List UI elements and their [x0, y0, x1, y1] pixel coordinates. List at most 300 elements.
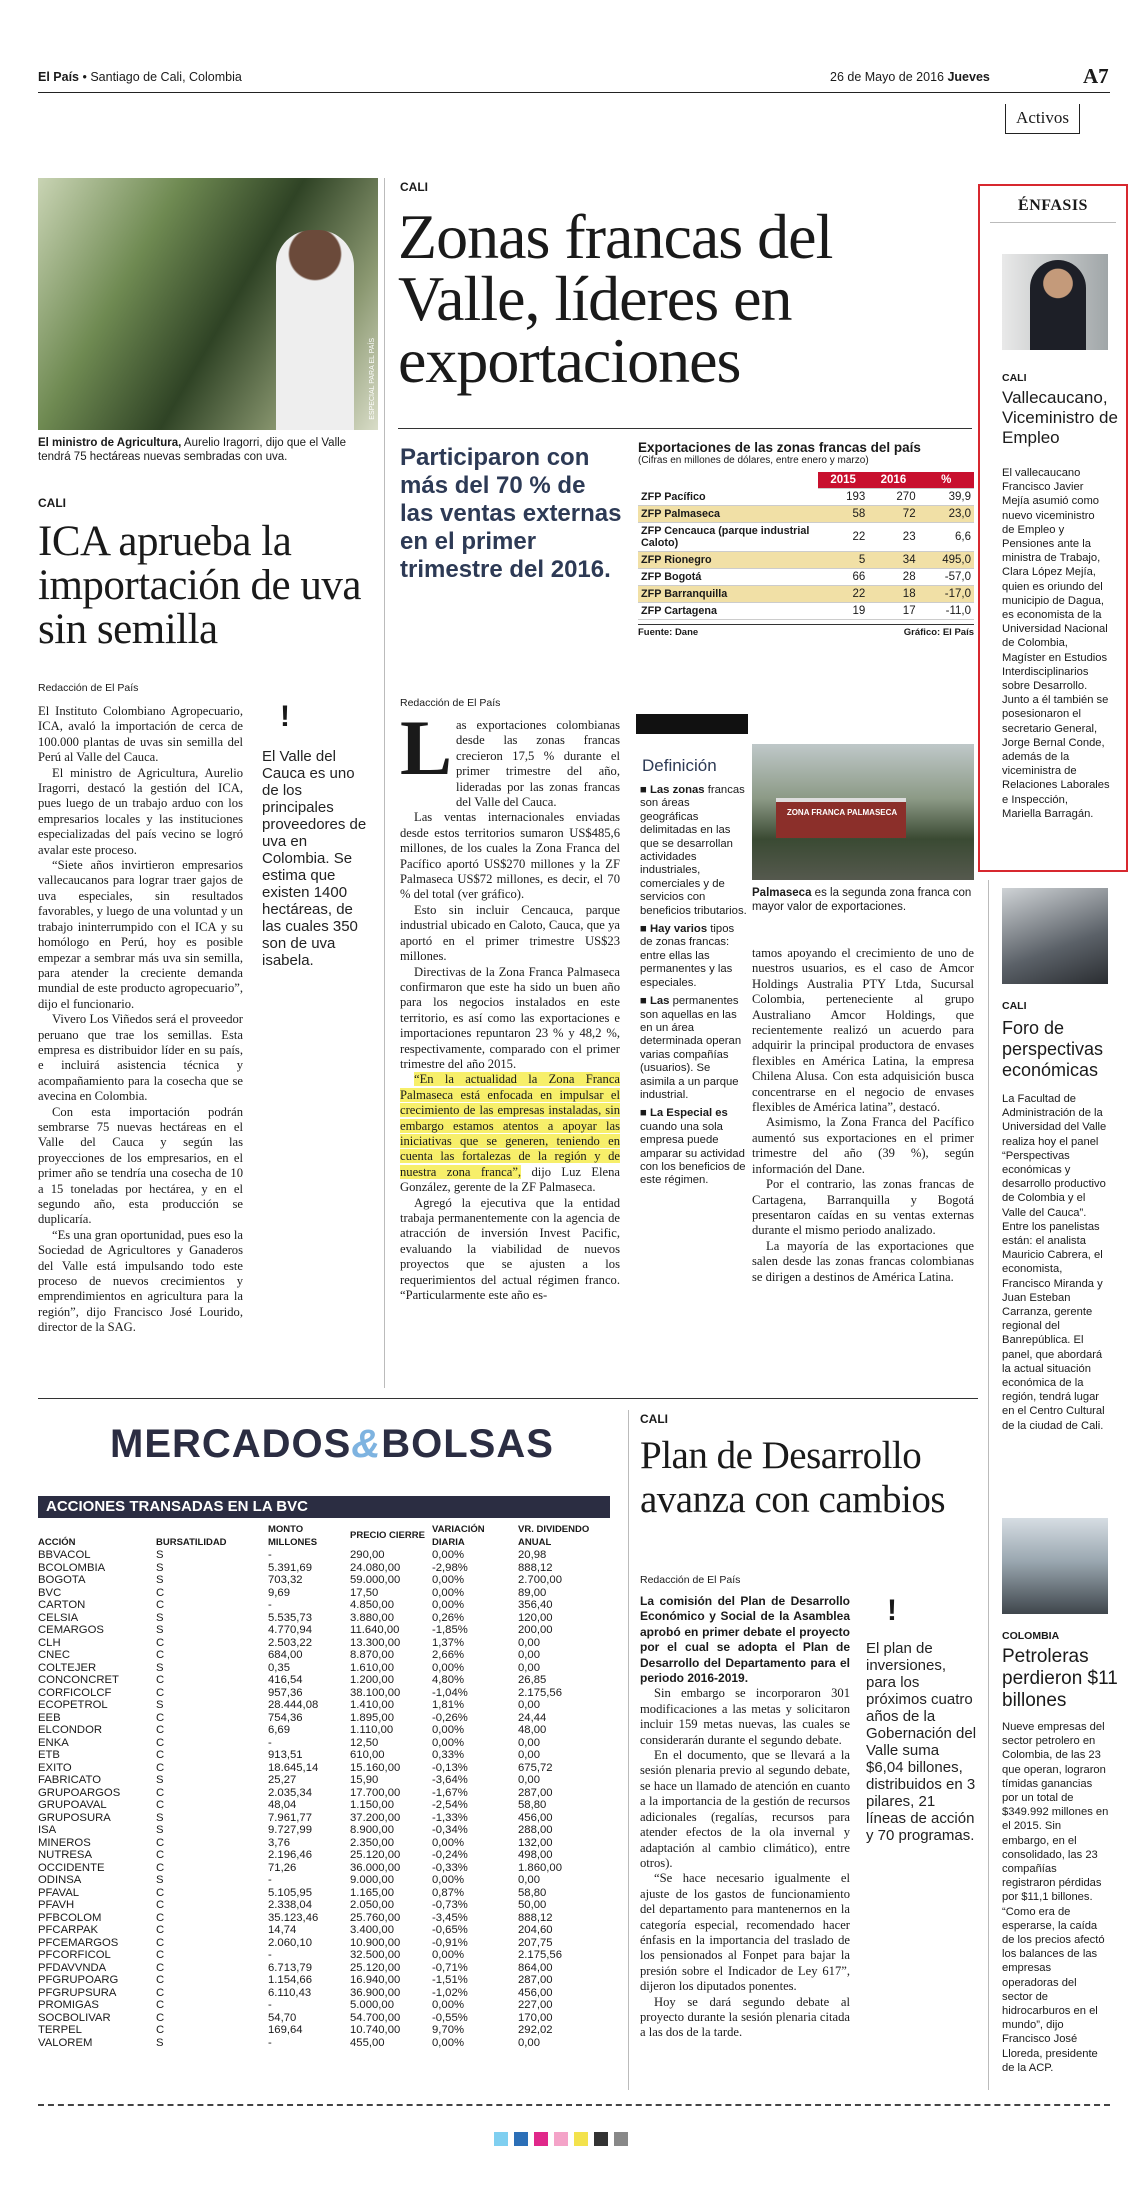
definicion-text: permanentes son aquellas en las en un área determinada operan varias compañías (usuarios). Se asimila a un parque industrial. [640, 995, 742, 1101]
zonas-highlight-quote: “En la actualidad la Zona Franca Palmaseca está enfocada en impulsar el crecimiento de las empresas instaladas, sin embargo estamos atentos a apoyar las iniciativas que se generen, teniendo en cuenta las fortalezas de la región y de nuestra zona franca”, [400, 1072, 620, 1179]
ica-paragraph: “Siete años invirtieron empresarios vallecaucanos para lograr traer gajos de uva especiales, sin resultados favorables, y luego de una voluntad y un trabajo ininterrumpido con el ICA y su homólogo en Perú, hoy es posible empezar a sembrar más uva sin semilla, para atender la creciente demanda mundial de este producto agropecuario”, dijo el funcionario. [38, 858, 243, 1011]
chart-row-label: ZFP Palmaseca [638, 506, 818, 523]
bvc-precio: 1.410,00 [350, 1699, 394, 1711]
bvc-accion: PFDAVVNDA [38, 1961, 107, 1974]
bvc-bursatilidad: C [156, 1974, 165, 1986]
bvc-dividendo: 227,00 [518, 1999, 553, 2011]
bvc-col-dividendo: VR. DIVIDENDO ANUAL [518, 1524, 590, 1548]
bvc-monto: 2.503,22 [268, 1636, 312, 1649]
bvc-accion: TERPEL [38, 2024, 82, 2036]
bvc-variacion: 1,81% [432, 1699, 465, 1711]
issue-weekday: Jueves [947, 70, 990, 84]
zonas-dropcap: L [400, 704, 453, 791]
bvc-bursatilidad: C [156, 1736, 165, 1749]
bvc-monto: 2.338,04 [268, 1899, 312, 1911]
chart-value-2016: 270 [868, 489, 918, 506]
bvc-accion: PFCORFICOL [38, 1949, 111, 1961]
bvc-variacion: 2,66% [432, 1649, 465, 1661]
table-row [36, 1574, 612, 1587]
bvc-monto: 48,04 [268, 1799, 297, 1811]
palmaseca-photo [752, 744, 974, 880]
enfasis-body [1002, 466, 1110, 821]
chart-value-2016: 72 [868, 506, 918, 523]
bvc-accion: PFAVH [38, 1899, 75, 1911]
bvc-monto: 169,64 [268, 2024, 303, 2036]
bvc-dividendo: 50,00 [518, 1899, 547, 1911]
definicion-list [640, 784, 748, 1188]
palmaseca-gate [776, 798, 906, 838]
table-row [36, 1949, 612, 1962]
chart-value-pct: 6,6 [919, 523, 974, 552]
chart-col-2015: 2015 [818, 472, 868, 489]
table-row [36, 1649, 612, 1662]
bvc-accion: GRUPOAVAL [38, 1799, 107, 1811]
definicion-text: tipos de zonas francas: entre ellas las permanentes y las especiales. [640, 923, 735, 989]
bvc-precio: 1.895,00 [350, 1711, 394, 1724]
bvc-accion: MINEROS [38, 1836, 91, 1849]
plan-paragraph: En el documento, que se llevará a la sesión plenaria previo al segundo debate, se hace un llamado de atención en cuanto a la importancia de la gestión de recursos adicionales (regalías, recursos para atender efectos de la ola invernal y adaptación al cambio climático), entre otros). [640, 1748, 850, 1870]
bvc-bursatilidad: C [156, 1674, 165, 1686]
zonas-quote-attribution: dijo Luz Elena González, gerente de la ZF Palmaseca. [400, 1164, 620, 1195]
bvc-monto: - [268, 1549, 272, 1561]
chart-row-label: ZFP Barranquilla [638, 586, 818, 603]
table-row [36, 1787, 612, 1800]
swatch-gray-icon [614, 2132, 628, 2146]
bvc-monto: - [268, 1599, 272, 1611]
photo-caption-text: Aurelio Iragorri, dijo que el Valle tendrá 75 hectáreas nuevas sembradas con uva. [38, 437, 347, 463]
bvc-accion: ISA [38, 1824, 57, 1836]
bvc-precio: 290,00 [350, 1549, 385, 1561]
bvc-accion: CNEC [38, 1649, 71, 1661]
chart-footer [638, 624, 974, 638]
bvc-monto: 957,36 [268, 1686, 303, 1699]
chart-value-2015: 58 [818, 506, 868, 523]
chart-row [638, 569, 974, 586]
table-row [36, 1837, 612, 1850]
bvc-variacion: -3,45% [432, 1911, 468, 1924]
column-divider [384, 178, 385, 1388]
table-row [36, 1699, 612, 1712]
bvc-bursatilidad: C [156, 1799, 165, 1811]
ica-headline: ICA aprueba la importación de uva sin semilla [38, 518, 361, 653]
bvc-accion: ENKA [38, 1736, 69, 1749]
bvc-accion: PROMIGAS [38, 1999, 99, 2011]
bvc-col-variacion: VARIACIÓN DIARIA [432, 1524, 485, 1548]
bvc-monto: 5.391,69 [268, 1561, 312, 1574]
bvc-dividendo: 89,00 [518, 1586, 547, 1599]
bvc-body [36, 1549, 612, 2049]
bvc-precio: 37.200,00 [350, 1811, 401, 1824]
bvc-accion: CONCONCRET [38, 1674, 119, 1686]
bvc-monto: 5.535,73 [268, 1611, 312, 1624]
chart-value-pct: 39,9 [919, 489, 974, 506]
bvc-bursatilidad: C [156, 1949, 165, 1961]
bvc-dividendo: 200,00 [518, 1624, 553, 1636]
bvc-table [36, 1524, 612, 2049]
bvc-accion: CEMARGOS [38, 1624, 104, 1636]
bvc-col-accion: ACCIÓN [38, 1536, 76, 1548]
ica-paragraph: Vivero Los Viñedos será el proveedor peruano que trae los semillas. Esta empresa es distribuidor líder en su país, e incluirá asistencia técnica y acompañamiento para la cosecha que se avecina en Colombia. [38, 1012, 243, 1104]
viceminister-photo [1002, 254, 1108, 350]
bvc-dividendo: 58,80 [518, 1886, 547, 1899]
bvc-precio: 9.000,00 [350, 1874, 394, 1886]
bvc-dividendo: 2.700,00 [518, 1574, 562, 1586]
zonas-paragraph: Asimismo, la Zona Franca del Pacífico aumentó sus exportaciones en el primer trimestre del año (39 %), según información del Dane. [752, 1115, 974, 1176]
bvc-accion: PFAVAL [38, 1886, 80, 1899]
bvc-variacion: -1,04% [432, 1686, 468, 1699]
mercados-divider [628, 1410, 629, 2090]
zonas-col1 [400, 718, 620, 1303]
bvc-variacion: 4,80% [432, 1674, 465, 1686]
zonas-deck: Participaron con más del 70 % de las ventas externas en el primer trimestre del 2016. [400, 444, 622, 583]
bvc-dividendo: 132,00 [518, 1836, 553, 1849]
bvc-variacion: 0,26% [432, 1611, 465, 1624]
bvc-monto: 2.196,46 [268, 1849, 312, 1861]
bvc-variacion: -0,26% [432, 1711, 468, 1724]
bvc-precio: 4.850,00 [350, 1599, 394, 1611]
ica-paragraph: El ministro de Agricultura, Aurelio Iragorri, destacó la gestión del ICA, pues luego de un trabajo arduo con los empresarios locales y las instituciones especializadas del país vecino se logró avalar este proceso. [38, 765, 243, 857]
bvc-dividendo: 356,40 [518, 1599, 553, 1611]
bvc-monto: 0,35 [268, 1661, 290, 1674]
minister-figure [276, 230, 354, 430]
swatch-blue-icon [514, 2132, 528, 2146]
bvc-monto: 35.123,46 [268, 1911, 319, 1924]
bvc-bursatilidad: C [156, 2011, 165, 2024]
bvc-precio: 59.000,00 [350, 1574, 401, 1586]
bvc-col-bursatilidad: BURSATILIDAD [156, 1536, 227, 1548]
enfasis-headline: Vallecaucano, Viceministro de Empleo [1002, 388, 1118, 447]
bvc-dividendo: 0,00 [518, 1874, 540, 1886]
bvc-bursatilidad: C [156, 1724, 165, 1736]
table-row [36, 1912, 612, 1925]
ica-paragraph: El Instituto Colombiano Agropecuario, ICA, avaló la importación de cerca de 100.000 plantas de uvas sin semilla del Perú al Valle del Cauca. [38, 704, 243, 765]
ica-byline: Redacción de El País [38, 682, 139, 694]
table-row [36, 1749, 612, 1762]
right-column-divider [988, 880, 989, 2090]
chart-title: Exportaciones de las zonas francas del país [638, 440, 921, 455]
table-row [36, 1624, 612, 1637]
bvc-precio: 3.400,00 [350, 1924, 394, 1936]
bvc-precio: 1.110,00 [350, 1724, 394, 1736]
chart-row [638, 489, 974, 506]
bvc-bursatilidad: S [156, 1549, 164, 1561]
bvc-precio: 25.120,00 [350, 1961, 401, 1974]
bvc-accion: BBVACOL [38, 1549, 91, 1561]
bvc-dividendo: 0,00 [518, 1749, 540, 1761]
bvc-accion: FABRICATO [38, 1774, 101, 1786]
table-row [36, 1737, 612, 1750]
bvc-variacion: 0,00% [432, 1724, 465, 1736]
paper-name: El País [38, 70, 79, 84]
bolsas-word: BOLSAS [381, 1422, 554, 1466]
enfasis-text: El vallecaucano Francisco Javier Mejía asumió como nuevo viceministro de Empleo y Pensiones ante la ministra de Trabajo, Clara López Mejía, quien es oriundo del municipio de Dagua, es economista de la Universidad Nacional de Colombia, Magíster en Estudios Interdisciplinarios sobre Desarrollo. Junto a él también se posesionaron el secretario General, Jorge Bernal Conde, además de la viceministra de Relaciones Laborales e Inspección, Mariella Barragán. [1002, 467, 1110, 820]
bvc-header-row [36, 1524, 612, 1549]
chart-value-pct: 23,0 [919, 506, 974, 523]
bvc-dividendo: 888,12 [518, 1911, 553, 1924]
chart-value-2015: 66 [818, 569, 868, 586]
bvc-dividendo: 24,44 [518, 1711, 547, 1724]
viceminister-figure [1030, 260, 1086, 350]
chart-col-pct: % [919, 472, 974, 489]
bvc-variacion: -1,33% [432, 1811, 468, 1824]
bvc-bursatilidad: C [156, 1924, 165, 1936]
bvc-variacion: -0,71% [432, 1961, 468, 1974]
bvc-variacion: 0,00% [432, 1736, 465, 1749]
separator-dot: • [82, 70, 91, 84]
petroleras-kicker: COLOMBIA [1002, 1630, 1060, 1642]
ica-paragraph: Con esta importación podrán sembrarse 75 nuevas hectáreas en el Valle del Cauca y según las proyecciones de los empresarios, en el primer año se tendría una cosecha de 10 a 15 toneladas por hectárea, y en el segundo año, esta producción se duplicaría. [38, 1104, 243, 1227]
table-row [36, 1662, 612, 1675]
bvc-monto: 9.727,99 [268, 1824, 312, 1836]
ica-body [38, 704, 243, 1336]
bvc-bursatilidad: C [156, 1749, 165, 1761]
bvc-monto: 1.154,66 [268, 1974, 312, 1986]
definicion-term: ■ Hay varios [640, 923, 708, 936]
definicion-item [640, 1107, 748, 1187]
bvc-dividendo: 287,00 [518, 1974, 553, 1986]
bvc-variacion: -1,02% [432, 1986, 468, 1999]
exports-chart [638, 440, 974, 638]
bvc-precio: 12,50 [350, 1736, 379, 1749]
bvc-precio: 10.740,00 [350, 2024, 401, 2036]
table-row [36, 1774, 612, 1787]
bvc-precio: 16.940,00 [350, 1974, 401, 1986]
chart-value-2016: 23 [868, 523, 918, 552]
bvc-accion: EXITO [38, 1761, 72, 1774]
plan-lead: La comisión del Plan de Desarrollo Económico y Social de la Asamblea aprobó en primer debate el proyecto por el cual se adopta el Plan de Desarrollo del Departamento para el periodo 2016-2019. [640, 1594, 850, 1686]
bvc-precio: 11.640,00 [350, 1624, 400, 1636]
section-tab [1005, 104, 1080, 134]
bvc-dividendo: 0,00 [518, 1774, 540, 1786]
minister-photo [38, 178, 378, 430]
bvc-dividendo: 204,60 [518, 1924, 553, 1936]
photo-caption [38, 436, 378, 464]
bvc-col-monto: MONTO MILLONES [268, 1524, 318, 1548]
swatch-cyan-icon [494, 2132, 508, 2146]
bvc-variacion: 0,00% [432, 1549, 465, 1561]
bvc-accion: PFGRUPSURA [38, 1986, 117, 1999]
bvc-precio: 36.900,00 [350, 1986, 401, 1999]
chart-value-2016: 34 [868, 552, 918, 569]
bvc-precio: 8.900,00 [350, 1824, 394, 1836]
bvc-monto: 4.770,94 [268, 1624, 312, 1636]
chart-row [638, 506, 974, 523]
definicion-title: Definición [642, 756, 717, 775]
bvc-bursatilidad: C [156, 1886, 165, 1899]
zonas-paragraph: La mayoría de las exportaciones que salen desde las zonas francas colombianas se dirigen a destinos de América Latina. [752, 1238, 974, 1284]
bvc-dividendo: 292,02 [518, 2024, 553, 2036]
bvc-precio: 2.050,00 [350, 1899, 394, 1911]
bvc-variacion: 0,00% [432, 2036, 465, 2049]
ica-kicker: CALI [38, 496, 66, 510]
ica-paragraph: “Es una gran oportunidad, pues eso la Sociedad de Agricultores y Ganaderos del Valle está impulsando todo este proceso de nuevos crecimientos y emprendimientos en agricultura para la región”, dijo Francisco José Lourido, director de la SAG. [38, 1227, 243, 1335]
chart-row [638, 586, 974, 603]
bvc-variacion: -3,64% [432, 1774, 468, 1786]
table-row [36, 1599, 612, 1612]
chart-row-label: ZFP Rionegro [638, 552, 818, 569]
bvc-precio: 1.165,00 [350, 1886, 394, 1899]
bvc-dividendo: 170,00 [518, 2011, 553, 2024]
location: Santiago de Cali, Colombia [90, 70, 242, 84]
bvc-bursatilidad: C [156, 1761, 165, 1774]
foro-body [1002, 1092, 1110, 1433]
table-row [36, 1762, 612, 1775]
table-row [36, 2037, 612, 2050]
bvc-monto: 754,36 [268, 1711, 303, 1724]
petroleras-body [1002, 1720, 1110, 2075]
section-divider [38, 1398, 978, 1399]
color-registration-bar [494, 2132, 628, 2146]
bvc-monto: 913,51 [268, 1749, 303, 1761]
mercados-brand [110, 1422, 554, 1467]
bvc-variacion: 0,00% [432, 1949, 465, 1961]
plan-exclamation-icon: ! [887, 1594, 897, 1627]
bvc-dividendo: 888,12 [518, 1561, 553, 1574]
table-row [36, 1862, 612, 1875]
foro-photo [1002, 888, 1108, 984]
bvc-monto: - [268, 1949, 272, 1961]
bvc-dividendo: 120,00 [518, 1611, 553, 1624]
bvc-accion: ODINSA [38, 1874, 82, 1886]
bvc-precio: 25.760,00 [350, 1911, 401, 1924]
bvc-accion: PFCEMARGOS [38, 1936, 119, 1949]
chart-col-2016: 2016 [868, 472, 918, 489]
bvc-precio: 13.300,00 [350, 1636, 401, 1649]
bvc-variacion: -1,67% [432, 1786, 468, 1799]
section-name: Activos [1016, 108, 1069, 127]
footer-dashed-rule [38, 2104, 1110, 2106]
bvc-dividendo: 456,00 [518, 1986, 553, 1999]
bvc-dividendo: 2.175,56 [518, 1949, 562, 1961]
bvc-precio: 1.610,00 [350, 1661, 394, 1674]
bvc-accion: CELSIA [38, 1611, 79, 1624]
bvc-bar: ACCIONES TRANSADAS EN LA BVC [38, 1496, 610, 1518]
bvc-variacion: -2,98% [432, 1561, 468, 1574]
bvc-dividendo: 58,80 [518, 1799, 547, 1811]
plan-body [640, 1594, 850, 2041]
table-row [36, 1712, 612, 1725]
bvc-variacion: -0,55% [432, 2011, 468, 2024]
photo-caption-lead: El ministro de Agricultura, [38, 437, 182, 449]
bvc-accion: VALOREM [38, 2036, 93, 2049]
palmaseca-caption [752, 886, 974, 914]
bvc-dividendo: 287,00 [518, 1786, 553, 1799]
ica-exclamation-icon: ! [280, 700, 290, 733]
bvc-accion: GRUPOARGOS [38, 1786, 121, 1799]
petroleras-photo [1002, 1518, 1108, 1614]
chart-table [638, 472, 974, 620]
bvc-monto: 18.645,14 [268, 1761, 319, 1774]
bvc-dividendo: 207,75 [518, 1936, 553, 1949]
plan-paragraph: Sin embargo se incorporaron 301 modificaciones a las metas y solicitaron incluir 159 metas nuevas, las cuales se considerarán durante el segundo debate. [640, 1686, 850, 1747]
bvc-bursatilidad: C [156, 1786, 165, 1799]
issue-date-line [830, 70, 990, 84]
bvc-accion: ETB [38, 1749, 60, 1761]
chart-value-2016: 17 [868, 603, 918, 620]
bvc-accion: ELCONDOR [38, 1724, 103, 1736]
swatch-black-icon [594, 2132, 608, 2146]
bvc-accion: OCCIDENTE [38, 1861, 105, 1874]
bvc-variacion: -0,34% [432, 1824, 468, 1836]
bvc-monto: - [268, 1736, 272, 1749]
table-row [36, 1799, 612, 1812]
bvc-variacion: 0,00% [432, 1661, 465, 1674]
bvc-bursatilidad: C [156, 1649, 165, 1661]
bvc-bursatilidad: C [156, 1961, 165, 1974]
bvc-dividendo: 0,00 [518, 2036, 540, 2049]
table-row [36, 1962, 612, 1975]
bvc-precio: 5.000,00 [350, 1999, 394, 2011]
chart-value-2015: 193 [818, 489, 868, 506]
bvc-variacion: 1,37% [432, 1636, 465, 1649]
bvc-dividendo: 48,00 [518, 1724, 547, 1736]
bvc-variacion: 0,33% [432, 1749, 465, 1761]
chart-row-label: ZFP Bogotá [638, 569, 818, 586]
table-row [36, 1899, 612, 1912]
table-row [36, 1937, 612, 1950]
bvc-bursatilidad: C [156, 1686, 165, 1699]
bvc-precio: 2.350,00 [350, 1836, 394, 1849]
bvc-precio: 54.700,00 [350, 2011, 401, 2024]
bvc-dividendo: 0,00 [518, 1736, 540, 1749]
bvc-dividendo: 498,00 [518, 1849, 553, 1861]
bvc-monto: - [268, 1874, 272, 1886]
bvc-monto: - [268, 1999, 272, 2011]
bvc-variacion: -0,65% [432, 1924, 468, 1936]
bvc-accion: NUTRESA [38, 1849, 92, 1861]
bvc-accion: EEB [38, 1711, 61, 1724]
bvc-bursatilidad: C [156, 1911, 165, 1924]
chart-value-2016: 18 [868, 586, 918, 603]
bvc-variacion: 0,87% [432, 1886, 465, 1899]
bvc-bursatilidad: C [156, 2024, 165, 2036]
bvc-variacion: -0,13% [432, 1761, 468, 1774]
bvc-monto: 14,74 [268, 1924, 297, 1936]
chart-value-pct: -11,0 [919, 603, 974, 620]
bvc-variacion: -1,85% [432, 1624, 468, 1636]
bvc-precio: 8.870,00 [350, 1649, 394, 1661]
table-row [36, 1562, 612, 1575]
chart-row-label: ZFP Pacífico [638, 489, 818, 506]
bvc-bursatilidad: S [156, 1574, 164, 1586]
bvc-accion: CORFICOLCF [38, 1686, 112, 1699]
bvc-bursatilidad: C [156, 1986, 165, 1999]
enfasis-rule [990, 222, 1116, 223]
bvc-precio: 24.080,00 [350, 1561, 401, 1574]
table-row [36, 1974, 612, 1987]
chart-value-2015: 22 [818, 586, 868, 603]
bvc-variacion: 0,00% [432, 1999, 465, 2011]
bvc-dividendo: 20,98 [518, 1549, 547, 1561]
chart-header-blank [638, 472, 818, 489]
bvc-accion: PFCARPAK [38, 1924, 99, 1936]
bvc-dividendo: 456,00 [518, 1811, 553, 1824]
bvc-accion: BOGOTA [38, 1574, 86, 1586]
zonas-quote-paragraph [400, 1072, 620, 1195]
bvc-bursatilidad: S [156, 2036, 164, 2049]
foro-headline: Foro de perspectivas económicas [1002, 1018, 1104, 1080]
bvc-monto: 25,27 [268, 1774, 297, 1786]
bvc-accion: CLH [38, 1636, 61, 1649]
bvc-monto: 28.444,08 [268, 1699, 319, 1711]
photo-credit: ESPECIAL PARA EL PAÍS [369, 338, 376, 420]
bvc-precio: 17.700,00 [350, 1786, 401, 1799]
bvc-bursatilidad: C [156, 1586, 165, 1599]
bvc-dividendo: 0,00 [518, 1699, 540, 1711]
bvc-bursatilidad: C [156, 1899, 165, 1911]
bvc-bursatilidad: C [156, 1861, 165, 1874]
chart-value-2015: 5 [818, 552, 868, 569]
